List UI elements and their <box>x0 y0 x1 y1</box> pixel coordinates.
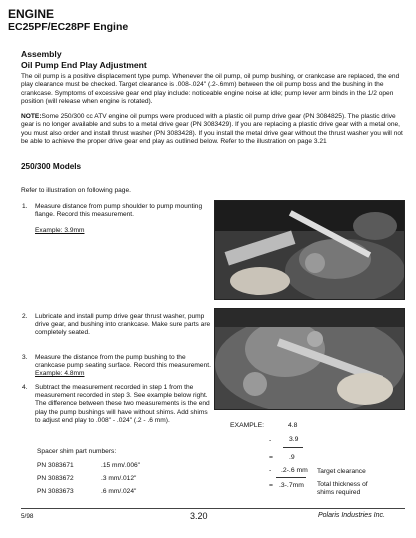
intro-paragraph: The oil pump is a positive displacement type pump. Whenever the oil pump, oil pump bushing, or crankcase are replaced, the end play clearance must be checked. Target clearance is .008-.024" (.2-.6mm) between the oil pump boss and the bushing in the crankcase. Symptoms of excessive gear end play include: noticeable engine noise at idle; pump lever arm binds in the 1/2 open position (will release when engine is rotated). <box>21 73 400 106</box>
equals-sign: = <box>269 482 273 489</box>
thickness-label: Total thickness of <box>317 481 368 488</box>
shim-part-number: PN 3083672 <box>37 475 74 482</box>
target-range: .2-.6 mm <box>281 467 308 474</box>
sum-line <box>276 477 306 478</box>
target-label: Target clearance <box>317 468 366 475</box>
photo-measure-crankcase <box>214 308 405 410</box>
engine-model-title: EC25PF/EC28PF Engine <box>8 21 129 33</box>
minus-sign: - <box>269 467 272 474</box>
page-number: 3.20 <box>190 511 208 521</box>
footer-date: 5/98 <box>21 513 34 520</box>
step-example: Example: 3.9mm <box>35 227 85 235</box>
step-example: Example: 4.8mm <box>35 370 85 378</box>
shim-part-number: PN 3083671 <box>37 462 74 469</box>
shim-part-number: PN 3083673 <box>37 488 74 495</box>
models-heading: 250/300 Models <box>21 162 82 171</box>
step-text: Subtract the measurement recorded in step 1 from the measurement recorded in step 3. See example below right. The difference between these two measurements is the end play the pump bushings will have without shims. Add shims to adjust end play to .008" - .024" (.2 - .6 mm). <box>35 384 210 424</box>
shim-size: .3 mm/.012" <box>101 475 137 482</box>
example-label: EXAMPLE: <box>230 422 264 429</box>
shim-thickness: .3-.7mm <box>279 482 304 489</box>
step-number: 3. <box>22 354 28 361</box>
shim-list-label: Spacer shim part numbers: <box>37 448 117 455</box>
footer-company: Polaris Industries Inc. <box>318 512 385 519</box>
assembly-heading: Assembly <box>21 49 62 59</box>
footer-divider <box>21 508 405 509</box>
pump-measurement-image <box>215 201 405 300</box>
refer-text: Refer to illustration on following page. <box>21 187 131 194</box>
example-value-1: 4.8 <box>288 422 298 429</box>
step-text: Measure distance from pump shoulder to pump mounting flange. Record this measurement. <box>35 203 203 219</box>
sum-line <box>283 447 303 448</box>
step-number: 4. <box>22 384 28 391</box>
example-value-2: 3.9 <box>289 436 299 443</box>
photo-measure-pump <box>214 200 405 300</box>
minus-sign: - <box>269 437 272 444</box>
step-number: 2. <box>22 313 28 320</box>
step-text: Measure the distance from the pump bushing to the crankcase pump seating surface. Record this measurement. <box>35 354 211 370</box>
equals-sign: = <box>269 454 273 461</box>
note-paragraph <box>21 113 405 147</box>
step-number: 1. <box>22 203 28 210</box>
thickness-label: shims required <box>317 489 361 496</box>
section-title: ENGINE <box>8 7 55 21</box>
crankcase-measurement-image <box>215 309 405 410</box>
note-label: NOTE: <box>21 113 42 120</box>
note-text: Some 250/300 cc ATV engine oil pumps were produced with a plastic oil pump drive gear (PN 3084825). The plastic drive gear is no longer available and subs to a metal drive gear (PN 3083429). If you are replacing a plastic drive gear with a metal one, you must also order and install thrust washer (PN 3083428). If you install the metal drive gear without the thrust washer you will not be able to achieve the proper drive gear end play as outlined below. Refer to the illustration on page 3.21 <box>21 113 403 146</box>
shim-size: .6 mm/.024" <box>101 488 137 495</box>
step-text: Lubricate and install pump drive gear thrust washer, pump drive gear, and bushing into crankcase. Make sure parts are completely seated. <box>35 313 211 337</box>
shim-size: .15 mm/.006" <box>101 462 140 469</box>
example-result: .9 <box>289 454 295 461</box>
oil-pump-heading: Oil Pump End Play Adjustment <box>21 60 147 70</box>
